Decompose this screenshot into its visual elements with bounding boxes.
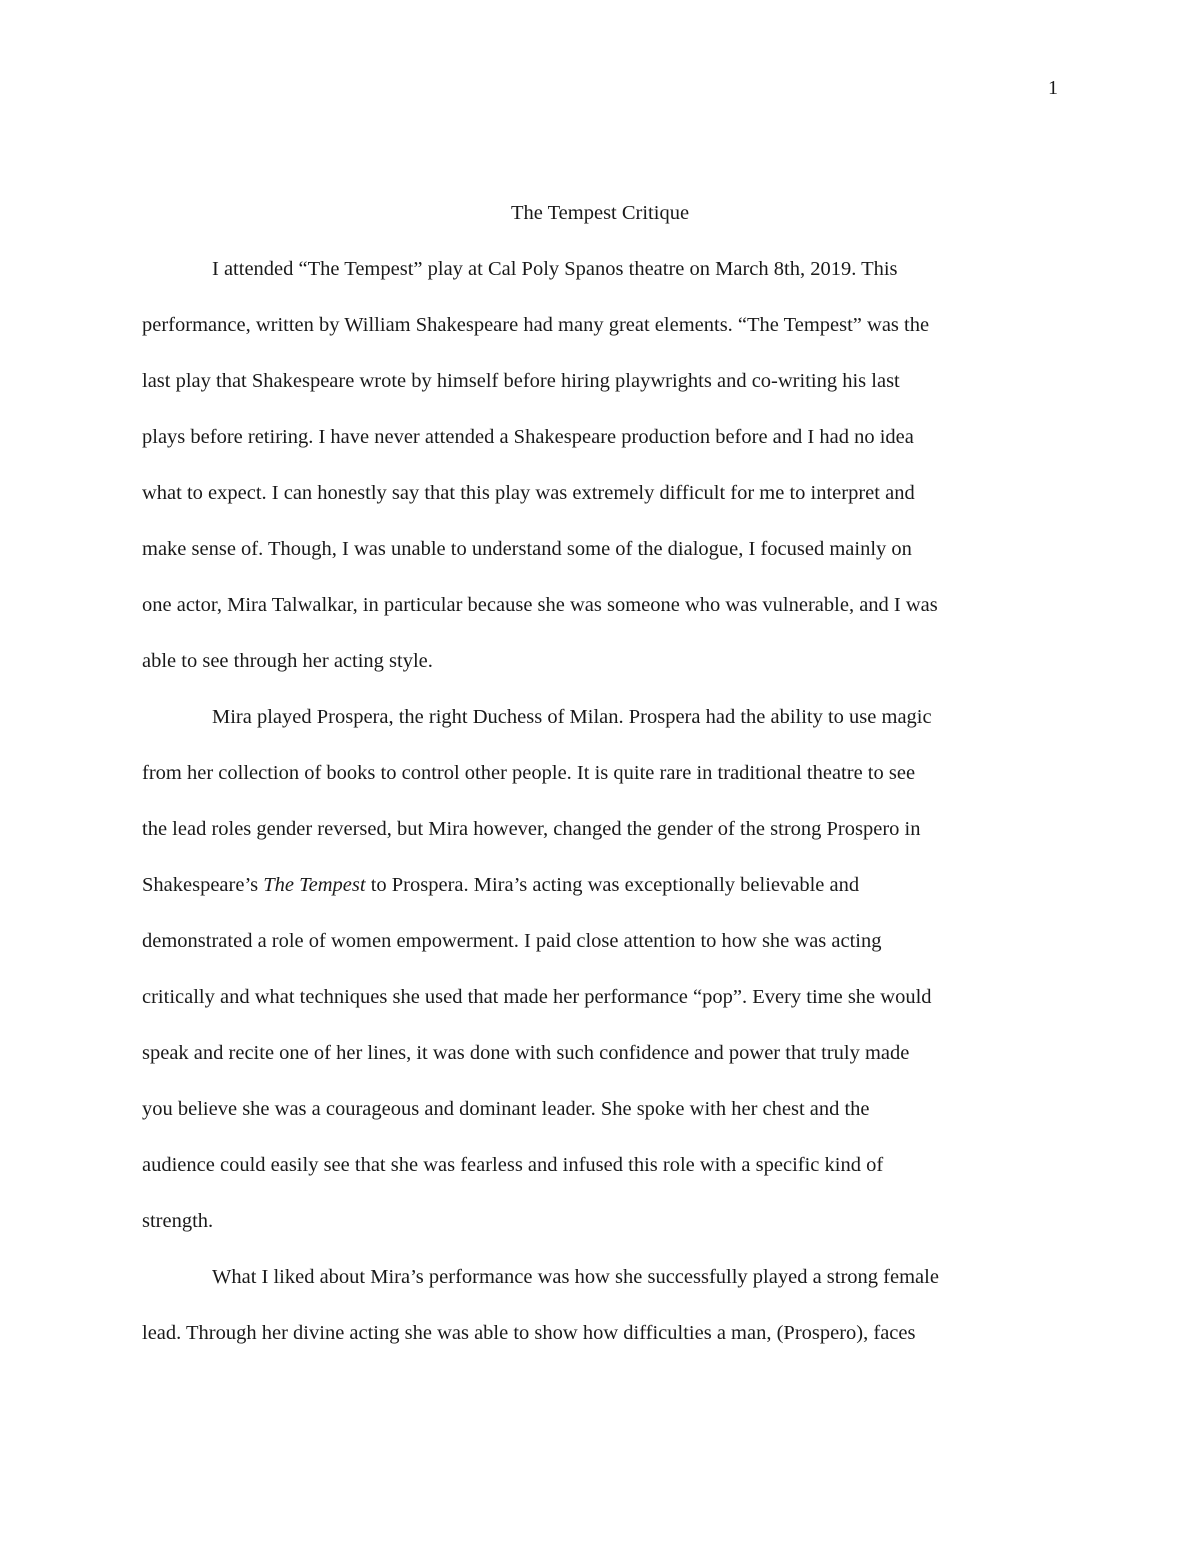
paragraph-line: performance, written by William Shakespeare had many great elements. “The Tempest” was the: [142, 314, 930, 336]
italic-title: The Tempest: [263, 874, 366, 896]
page-number: 1: [1048, 77, 1058, 99]
paragraph-line: speak and recite one of her lines, it was done with such confidence and power that truly made: [142, 1042, 910, 1064]
paragraph-line: [142, 871, 1058, 927]
paragraph-line: What I liked about Mira’s performance was how she successfully played a strong female: [212, 1266, 939, 1288]
paragraph-line: Mira played Prospera, the right Duchess of Milan. Prospera had the ability to use magic: [212, 706, 932, 728]
paragraph-line: you believe she was a courageous and dominant leader. She spoke with her chest and the: [142, 1098, 870, 1120]
line-text: to Prospera. Mira’s acting was exceptionally believable and: [365, 874, 860, 896]
paragraph-line: what to expect. I can honestly say that this play was extremely difficult for me to interpret and: [142, 482, 915, 504]
paragraph-line: able to see through her acting style.: [142, 650, 433, 672]
paragraph-line: demonstrated a role of women empowerment. I paid close attention to how she was acting: [142, 930, 882, 952]
paragraph-line: the lead roles gender reversed, but Mira however, changed the gender of the strong Prospero in: [142, 818, 921, 840]
paragraph: [142, 703, 1058, 1263]
paragraph-line: last play that Shakespeare wrote by himself before hiring playwrights and co-writing his last: [142, 370, 900, 392]
paragraph: [142, 255, 1058, 703]
paragraph-line: lead. Through her divine acting she was able to show how difficulties a man, (Prospero), faces: [142, 1322, 916, 1344]
document-body: [142, 199, 1058, 1375]
paragraph: [142, 1263, 1058, 1375]
paragraph-line: audience could easily see that she was fearless and infused this role with a specific kind of: [142, 1154, 884, 1176]
paragraph-line: plays before retiring. I have never attended a Shakespeare production before and I had no idea: [142, 426, 914, 448]
paragraph-line: critically and what techniques she used that made her performance “pop”. Every time she would: [142, 986, 932, 1008]
paragraphs-container: [142, 255, 1058, 1375]
line-text: Shakespeare’s: [142, 874, 264, 896]
paragraph-line: I attended “The Tempest” play at Cal Poly Spanos theatre on March 8th, 2019. This: [212, 258, 898, 280]
paragraph-line: strength.: [142, 1210, 214, 1232]
paragraph-line: one actor, Mira Talwalkar, in particular because she was someone who was vulnerable, and I was: [142, 594, 938, 616]
paragraph-line: make sense of. Though, I was unable to understand some of the dialogue, I focused mainly on: [142, 538, 912, 560]
document-title: The Tempest Critique: [510, 202, 690, 224]
paragraph-line: from her collection of books to control other people. It is quite rare in traditional theatre to see: [142, 762, 916, 784]
